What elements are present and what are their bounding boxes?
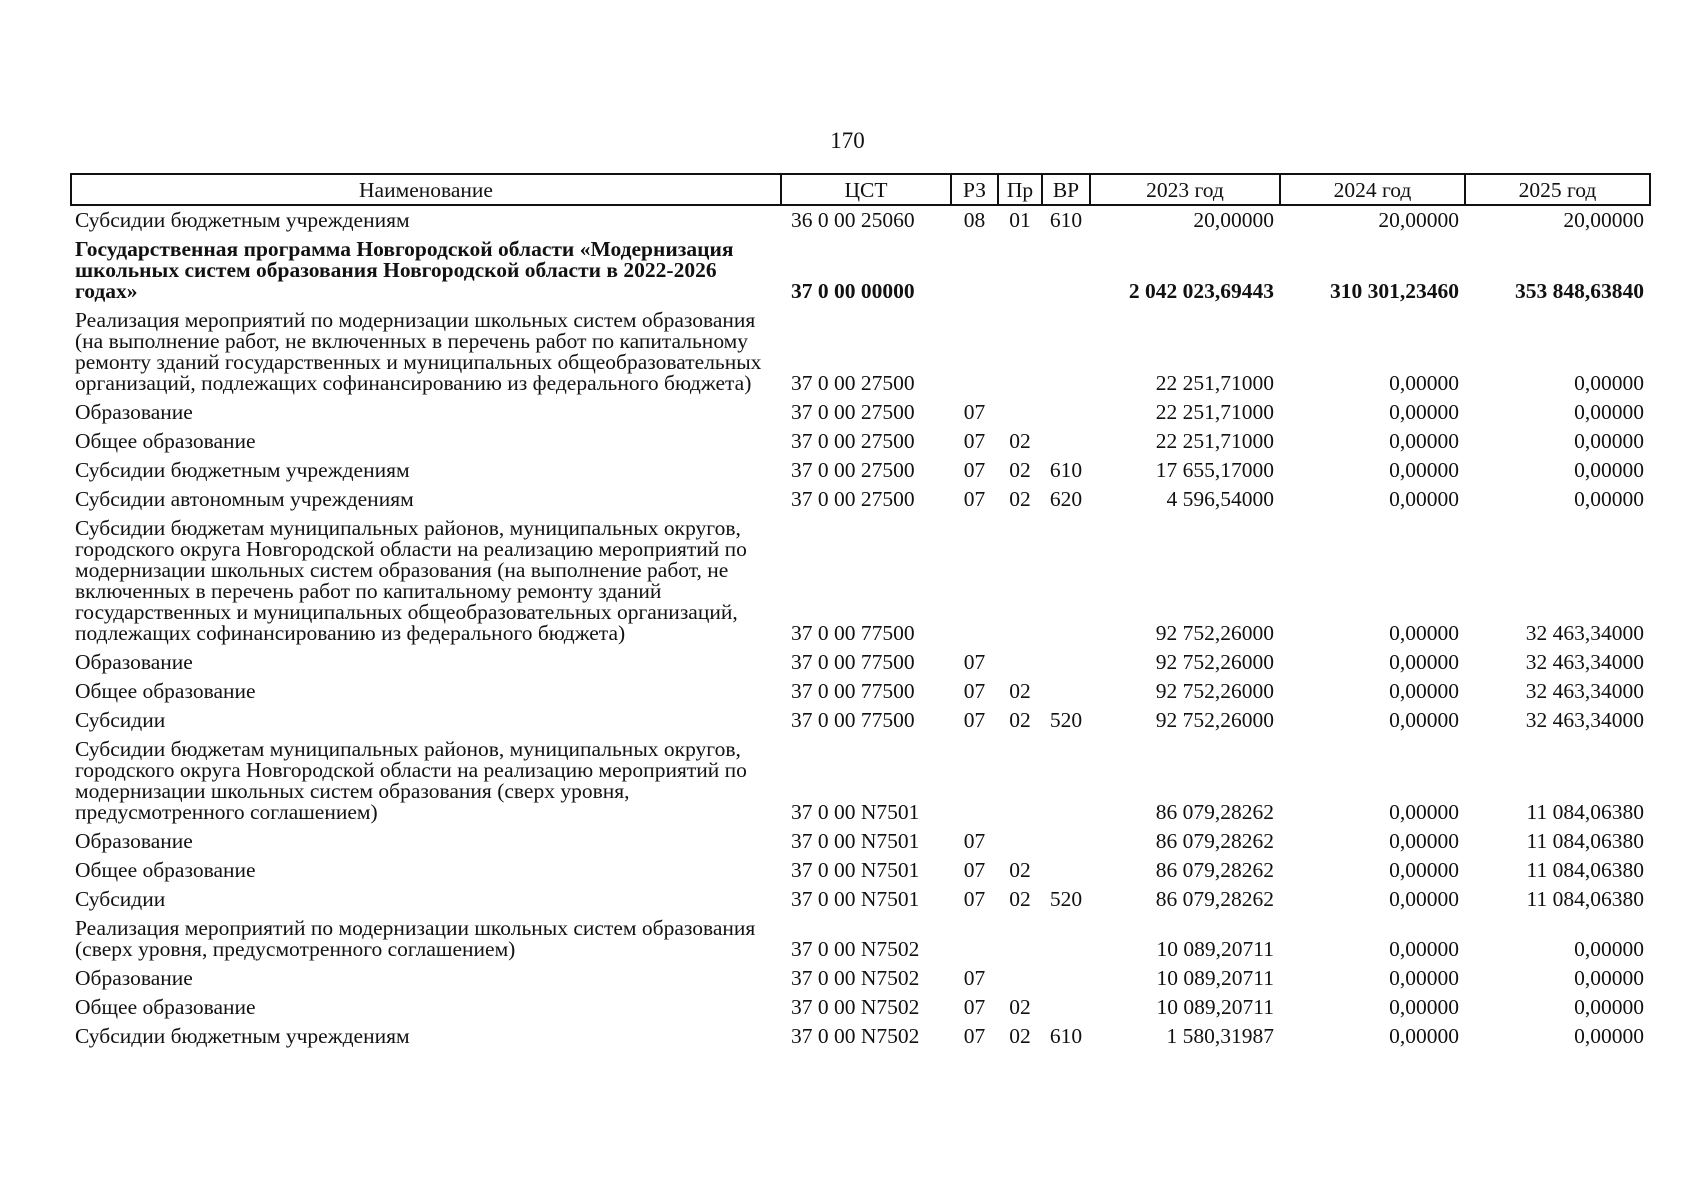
row-cst: 37 0 00 N7502 [791, 966, 920, 990]
table-row [71, 235, 1650, 306]
row-cst: 37 0 00 77500 [791, 679, 915, 703]
row-pr: 01 [1009, 208, 1031, 232]
row-rz: 07 [963, 458, 986, 482]
row-name: Субсидии бюджетным учреждениям [75, 1024, 410, 1048]
row-amount-2024: 0,00000 [1389, 966, 1459, 990]
row-amount-2024: 0,00000 [1389, 679, 1459, 703]
row-amount-2023: 10 089,20711 [1156, 966, 1274, 990]
row-pr: 02 [1009, 887, 1031, 911]
table-row [71, 306, 1650, 398]
row-name: Субсидии автономным учреждениям [75, 487, 414, 511]
table-row [71, 485, 1650, 514]
row-pr: 02 [1009, 708, 1031, 732]
row-rz [951, 914, 998, 964]
row-cst: 37 0 00 77500 [791, 650, 915, 674]
row-amount-2023: 86 079,28262 [1155, 858, 1274, 882]
table-row [71, 205, 1650, 235]
row-name: Общее образование [75, 858, 256, 882]
row-name: Государственная программа Новгородской области «Модернизация школьных систем образования Новгородской области в 2022-2026 годах» [75, 237, 734, 303]
table-row [71, 514, 1650, 648]
budget-table [70, 173, 1651, 1051]
row-pr: 02 [1009, 458, 1031, 482]
table-header [71, 174, 1650, 205]
row-amount-2025: 11 084,06380 [1526, 887, 1644, 911]
row-vr: 610 [1049, 208, 1083, 232]
row-name: Субсидии [75, 708, 166, 732]
header-year-2024: 2024 год [1280, 174, 1465, 205]
row-cst: 37 0 00 77500 [791, 708, 915, 732]
row-cst: 36 0 00 25060 [791, 208, 915, 232]
row-cst: 37 0 00 N7502 [791, 1024, 920, 1048]
row-rz: 07 [963, 400, 986, 424]
row-amount-2023: 86 079,28262 [1155, 829, 1274, 853]
row-vr [1042, 993, 1090, 1022]
row-cst: 37 0 00 N7501 [791, 829, 920, 853]
row-rz: 07 [963, 1024, 986, 1048]
row-amount-2023: 2 042 023,69443 [1128, 279, 1274, 303]
row-amount-2024: 0,00000 [1389, 995, 1459, 1019]
table-row [71, 735, 1650, 827]
table-body [71, 205, 1650, 1051]
row-cst: 37 0 00 27500 [791, 371, 915, 395]
row-pr: 02 [1009, 679, 1031, 703]
row-amount-2024: 0,00000 [1389, 458, 1459, 482]
row-cst: 37 0 00 N7501 [791, 858, 920, 882]
row-amount-2023: 1 580,31987 [1166, 1024, 1274, 1048]
header-year-2025: 2025 год [1465, 174, 1650, 205]
row-amount-2025: 0,00000 [1574, 458, 1644, 482]
row-vr: 520 [1049, 708, 1083, 732]
row-amount-2025: 32 463,34000 [1525, 650, 1644, 674]
row-amount-2024: 0,00000 [1389, 858, 1459, 882]
row-amount-2025: 0,00000 [1574, 487, 1644, 511]
row-rz: 07 [963, 679, 986, 703]
row-rz: 07 [963, 650, 986, 674]
row-amount-2023: 92 752,26000 [1155, 708, 1274, 732]
row-name: Субсидии бюджетам муниципальных районов, муниципальных округов, городского округа Новгородской области на реализацию мероприятий по модернизации школьных систем образования (сверх уровня, предусмотренного соглашением) [75, 737, 747, 824]
row-rz: 07 [963, 487, 986, 511]
row-vr [1042, 827, 1090, 856]
row-amount-2024: 0,00000 [1389, 887, 1459, 911]
table-row [71, 706, 1650, 735]
row-amount-2025: 32 463,34000 [1525, 679, 1644, 703]
row-vr [1042, 964, 1090, 993]
table-row [71, 856, 1650, 885]
row-cst: 37 0 00 27500 [791, 458, 915, 482]
row-name: Образование [75, 400, 193, 424]
row-amount-2025: 0,00000 [1574, 371, 1644, 395]
row-vr [1042, 856, 1090, 885]
table-row [71, 885, 1650, 914]
row-pr [998, 235, 1042, 306]
header-name: Наименование [71, 174, 781, 205]
row-amount-2023: 22 251,71000 [1155, 429, 1274, 453]
row-cst: 37 0 00 N7501 [791, 887, 920, 911]
row-name: Субсидии бюджетным учреждениям [75, 458, 410, 482]
row-vr: 520 [1049, 887, 1083, 911]
row-pr: 02 [1009, 487, 1031, 511]
row-amount-2024: 0,00000 [1389, 937, 1459, 961]
row-amount-2023: 22 251,71000 [1155, 400, 1274, 424]
table-row [71, 648, 1650, 677]
table-row [71, 964, 1650, 993]
row-name: Образование [75, 829, 193, 853]
row-rz: 07 [963, 858, 986, 882]
row-vr [1042, 677, 1090, 706]
row-amount-2024: 0,00000 [1389, 400, 1459, 424]
row-amount-2025: 353 848,63840 [1515, 279, 1644, 303]
row-amount-2023: 86 079,28262 [1155, 800, 1274, 824]
row-amount-2023: 86 079,28262 [1155, 887, 1274, 911]
row-cst: 37 0 00 00000 [791, 279, 915, 303]
row-vr: 610 [1049, 458, 1083, 482]
row-name: Субсидии бюджетным учреждениям [75, 208, 410, 232]
header-pr: Пр [998, 174, 1042, 205]
row-rz [951, 735, 998, 827]
row-pr [998, 914, 1042, 964]
row-name: Образование [75, 650, 193, 674]
row-amount-2024: 310 301,23460 [1330, 279, 1459, 303]
row-amount-2024: 0,00000 [1389, 708, 1459, 732]
row-amount-2024: 0,00000 [1389, 650, 1459, 674]
row-vr [1042, 648, 1090, 677]
row-amount-2023: 4 596,54000 [1166, 487, 1274, 511]
row-vr [1042, 914, 1090, 964]
row-name: Реализация мероприятий по модернизации школьных систем образования (на выполнение работ, не включенных в перечень работ по капитальному ремонту зданий государственных и муниципальных общеобразовательных организаций, подлежащих софинансированию из федерального бюджета) [75, 308, 762, 395]
header-rz: РЗ [951, 174, 998, 205]
row-pr [998, 306, 1042, 398]
row-cst: 37 0 00 N7502 [791, 937, 920, 961]
row-rz: 07 [963, 708, 986, 732]
row-vr [1042, 306, 1090, 398]
row-rz [951, 306, 998, 398]
row-amount-2023: 20,00000 [1193, 208, 1274, 232]
row-rz: 07 [963, 966, 986, 990]
table-row [71, 677, 1650, 706]
row-amount-2023: 10 089,20711 [1156, 995, 1274, 1019]
row-name: Образование [75, 966, 193, 990]
row-amount-2023: 92 752,26000 [1155, 621, 1274, 645]
row-rz: 07 [963, 429, 986, 453]
page-number: 170 [830, 128, 865, 153]
row-amount-2024: 0,00000 [1389, 829, 1459, 853]
row-amount-2025: 20,00000 [1563, 208, 1644, 232]
row-amount-2023: 22 251,71000 [1155, 371, 1274, 395]
row-amount-2024: 20,00000 [1378, 208, 1459, 232]
row-vr [1042, 735, 1090, 827]
row-rz: 07 [963, 829, 986, 853]
row-vr: 620 [1049, 487, 1083, 511]
row-rz: 08 [963, 208, 986, 232]
row-amount-2023: 17 655,17000 [1155, 458, 1274, 482]
row-vr [1042, 235, 1090, 306]
row-vr [1042, 427, 1090, 456]
row-amount-2025: 0,00000 [1574, 400, 1644, 424]
table-row [71, 827, 1650, 856]
row-name: Субсидии бюджетам муниципальных районов, муниципальных округов, городского округа Новгородской области на реализацию мероприятий по модернизации школьных систем образования (на выполнение работ, не включенных в перечень работ по капитальному ремонту зданий государственных и муниципальных общеобразовательных организаций, подлежащих софинансированию из федерального бюджета) [75, 516, 747, 645]
header-year-2023: 2023 год [1090, 174, 1280, 205]
row-amount-2025: 32 463,34000 [1525, 708, 1644, 732]
row-name: Общее образование [75, 995, 256, 1019]
row-cst: 37 0 00 77500 [791, 621, 915, 645]
row-amount-2023: 10 089,20711 [1156, 937, 1274, 961]
row-cst: 37 0 00 N7502 [791, 995, 920, 1019]
row-amount-2025: 0,00000 [1574, 1024, 1644, 1048]
row-amount-2025: 0,00000 [1574, 995, 1644, 1019]
row-pr [998, 648, 1042, 677]
row-vr [1042, 398, 1090, 427]
row-rz: 07 [963, 887, 986, 911]
row-rz: 07 [963, 995, 986, 1019]
table-row [71, 398, 1650, 427]
row-cst: 37 0 00 27500 [791, 429, 915, 453]
row-amount-2025: 0,00000 [1574, 937, 1644, 961]
row-name: Общее образование [75, 679, 256, 703]
row-amount-2025: 11 084,06380 [1526, 858, 1644, 882]
row-cst: 37 0 00 N7501 [791, 800, 920, 824]
row-pr [998, 514, 1042, 648]
table-row [71, 427, 1650, 456]
table-row [71, 914, 1650, 964]
row-amount-2024: 0,00000 [1389, 800, 1459, 824]
row-amount-2025: 0,00000 [1574, 429, 1644, 453]
row-pr [998, 964, 1042, 993]
row-amount-2024: 0,00000 [1389, 621, 1459, 645]
table-row [71, 993, 1650, 1022]
row-amount-2024: 0,00000 [1389, 1024, 1459, 1048]
row-name: Субсидии [75, 887, 166, 911]
row-pr: 02 [1009, 429, 1031, 453]
row-name: Реализация мероприятий по модернизации школьных систем образования (сверх уровня, предусмотренного соглашением) [75, 916, 756, 961]
row-rz [951, 514, 998, 648]
row-pr: 02 [1009, 995, 1031, 1019]
row-rz [951, 235, 998, 306]
row-pr [998, 398, 1042, 427]
table-row [71, 456, 1650, 485]
row-name: Общее образование [75, 429, 256, 453]
header-cst: ЦСТ [781, 174, 951, 205]
row-amount-2024: 0,00000 [1389, 371, 1459, 395]
row-pr: 02 [1009, 1024, 1031, 1048]
row-vr [1042, 514, 1090, 648]
row-cst: 37 0 00 27500 [791, 487, 915, 511]
row-pr: 02 [1009, 858, 1031, 882]
row-amount-2023: 92 752,26000 [1155, 679, 1274, 703]
row-amount-2023: 92 752,26000 [1155, 650, 1274, 674]
row-amount-2024: 0,00000 [1389, 429, 1459, 453]
row-amount-2025: 0,00000 [1574, 966, 1644, 990]
row-amount-2024: 0,00000 [1389, 487, 1459, 511]
row-pr [998, 735, 1042, 827]
row-amount-2025: 32 463,34000 [1525, 621, 1644, 645]
row-amount-2025: 11 084,06380 [1526, 829, 1644, 853]
header-vr: ВР [1042, 174, 1090, 205]
table-row [71, 1022, 1650, 1051]
row-amount-2025: 11 084,06380 [1526, 800, 1644, 824]
row-pr [998, 827, 1042, 856]
row-cst: 37 0 00 27500 [791, 400, 915, 424]
row-vr: 610 [1049, 1024, 1083, 1048]
